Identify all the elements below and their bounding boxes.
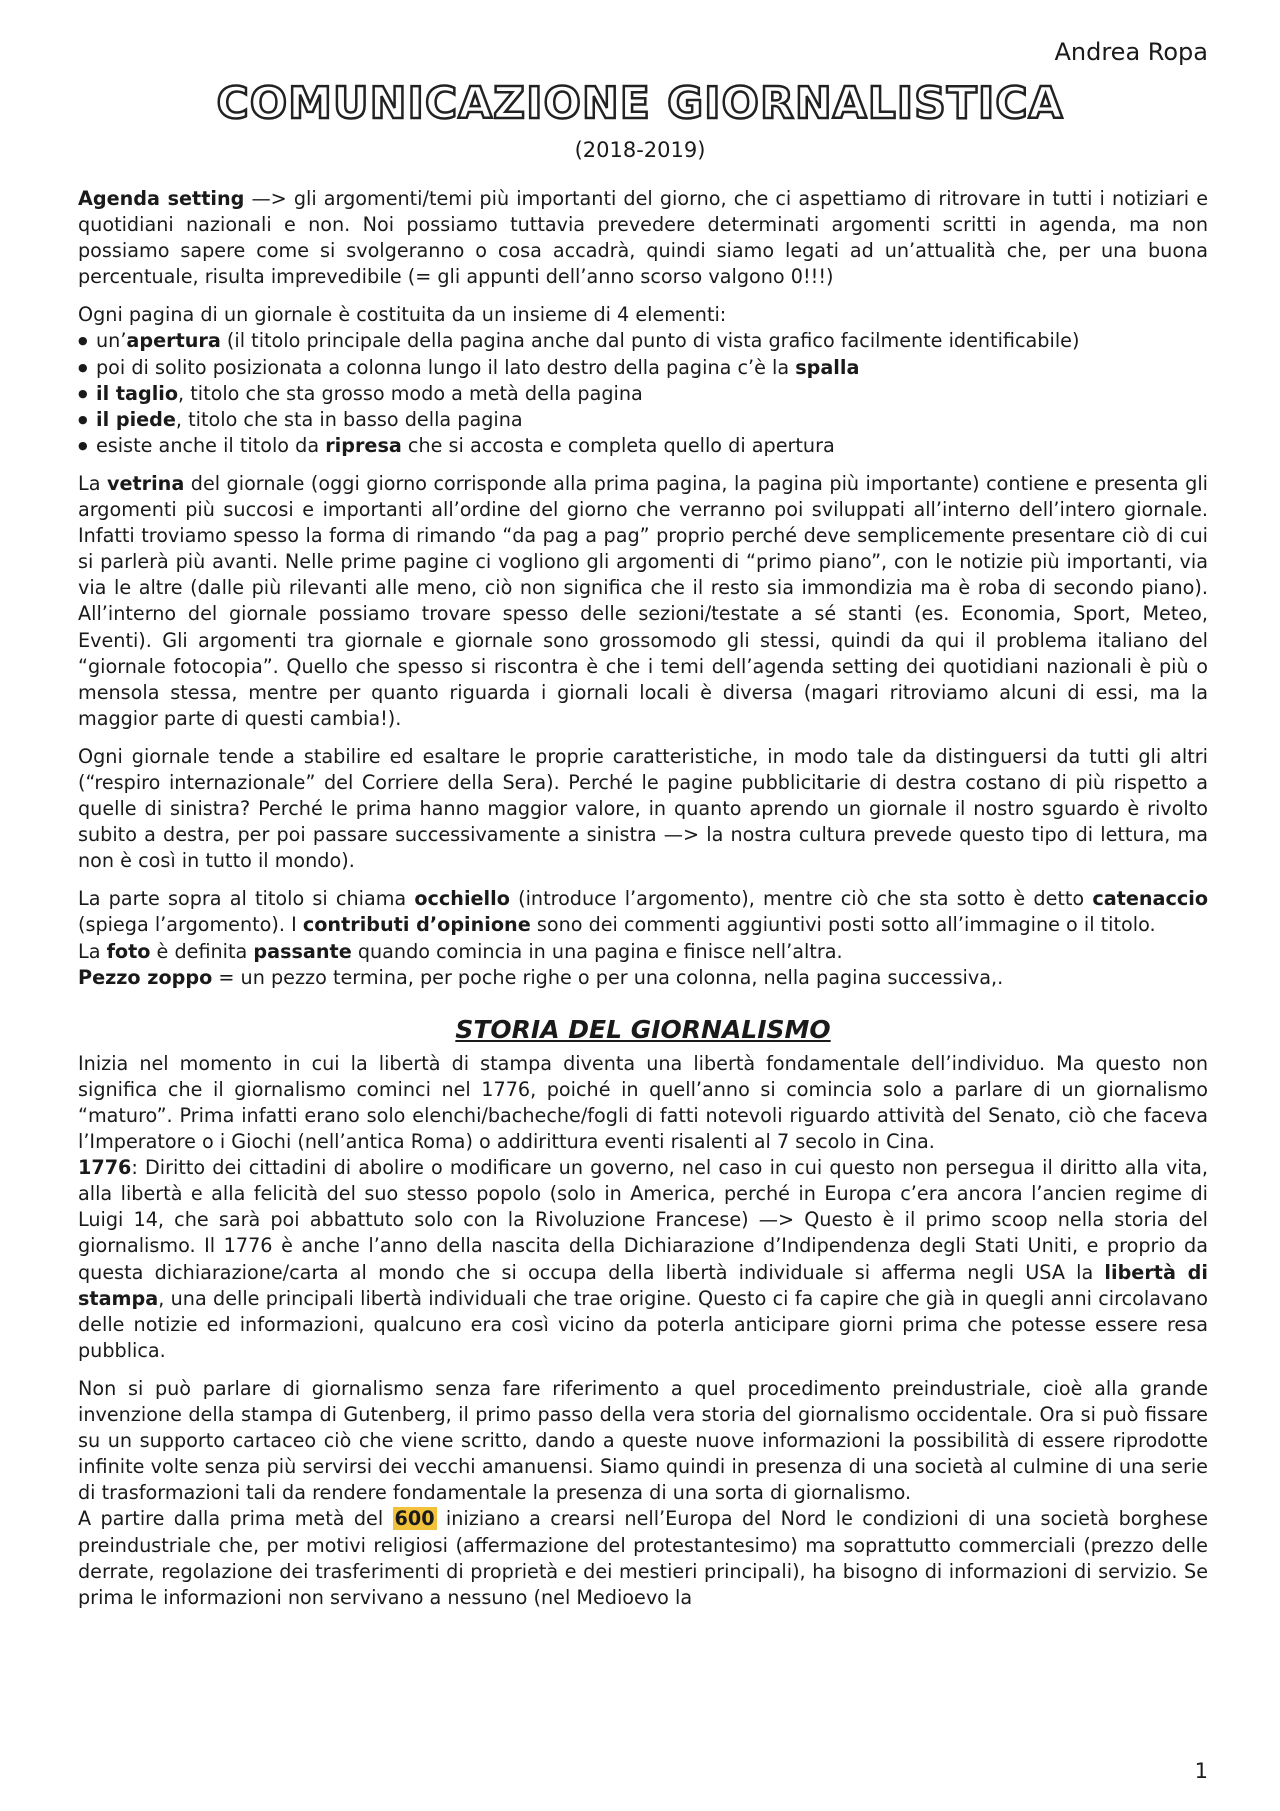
list-item: ● il taglio, titolo che sta grosso modo a metà della pagina <box>78 381 1208 407</box>
document-body <box>78 186 1208 1611</box>
agenda-setting-paragraph <box>78 186 1208 290</box>
academic-year: (2018-2019) <box>574 138 706 162</box>
elements-list <box>78 328 1208 458</box>
gutenberg-paragraph: Non si può parlare di giornalismo senza fare riferimento a quel procedimento preindustriale, cioè alla grande invenzione della stampa di Gutenberg, il primo passo della vera storia del giornalismo occidentale. Ora si può fissare su un supporto cartaceo ciò che viene scritto, dando a queste nuove informazioni la possibilità di essere riprodotte infinite volte senza più servirsi dei vecchi amanuensi. Siamo quindi in presenza di una società al culmine di una serie di trasformazioni tali da rendere fondamentale la presenza di una sorta di giornalismo. <box>78 1376 1208 1505</box>
storia-paragraph-1: Inizia nel momento in cui la libertà di stampa diventa una libertà fondamentale dell’individuo. Ma questo non significa che il giornalismo cominci nel 1776, poiché in quell’anno si comincia solo a parlare di un giornalismo “maturo”. Prima infatti erano solo elenchi/bacheche/fogli di fatti notevoli riguardo attività del Senato, ciò che faceva l’Imperatore o i Giochi (nell’antica Roma) o addirittura eventi risalenti al 7 secolo in Cina. <box>78 1051 1208 1154</box>
pezzo-zoppo-line: Pezzo zoppo = un pezzo termina, per poche righe o per una colonna, nella pagina successiva,. <box>78 965 1004 989</box>
section-heading: STORIA DEL GIORNALISMO <box>455 1014 831 1044</box>
vetrina-paragraph: La vetrina del giornale (oggi giorno corrisponde alla prima pagina, la pagina più importante) contiene e presenta gli argomenti più succosi e importanti all’ordine del giorno che verranno poi sviluppati all’interno dell’intero giornale. Infatti troviamo spesso la forma di rimando “da pag a pag” proprio perché deve semplicemente presentare ciò di cui si parlerà più avanti. Nelle prime pagine ci vogliono gli argomenti di “primo piano”, con le notizie più importanti, via via le altre (dalle più rilevanti alle meno, ciò non significa che il resto sia immondizia ma è roba di secondo piano). All’interno del giornale possiamo trovare spesso delle sezioni/testate a sé stanti (es. Economia, Sport, Meteo, Eventi). Gli argomenti tra giornale e giornale sono grossomodo gli stessi, quindi da qui il problema italiano del “giornale fotocopia”. Quello che spesso si riscontra è che i temi dell’agenda setting dei quotidiani nazionali è più o mensola stessa, mentre per quanto riguarda i giornali locali è diversa (magari ritroviamo alcuni di essi, ma la maggior parte di questi cambia!). <box>78 471 1208 730</box>
list-item: ● un’apertura (il titolo principale della pagina anche dal punto di vista grafico facilmente identificabile) <box>78 328 1208 354</box>
occhiello-paragraph: La parte sopra al titolo si chiama occhiello (introduce l’argomento), mentre ciò che sta sotto è detto catenaccio (spiega l’argomento). I contributi d’opinione sono dei commenti aggiuntivi posti sotto all’immagine o il titolo. <box>78 887 1208 937</box>
list-item: ● il piede, titolo che sta in basso della pagina <box>78 407 1208 433</box>
page-number: 1 <box>1194 1759 1208 1783</box>
caratteristiche-paragraph: Ogni giornale tende a stabilire ed esaltare le proprie caratteristiche, in modo tale da distinguersi da tutti gli altri (“respiro internazionale” del Corriere della Sera). Perché le pagine pubblicitarie di destra costano di più rispetto a quelle di sinistra? Perché le prima hanno maggior valore, in quanto aprendo un giornale il nostro sguardo è rivolto subito a destra, per poi passare successivamente a sinistra —> la nostra cultura prevede questo tipo di lettura, ma non è così in tutto il mondo). <box>78 744 1208 873</box>
foto-passante-line: La foto è definita passante quando comincia in una pagina e finisce nell’altra. <box>78 939 843 963</box>
author-name: Andrea Ropa <box>1054 38 1208 66</box>
list-item: ● esiste anche il titolo da ripresa che si accosta e completa quello di apertura <box>78 433 1208 459</box>
elements-lead: Ogni pagina di un giornale è costituita da un insieme di 4 elementi: <box>78 303 727 327</box>
storia-1776-paragraph: 1776: Diritto dei cittadini di abolire o modificare un governo, nel caso in cui questo non persegua il diritto alla vita, alla libertà e alla felicità del suo stesso popolo (solo in America, perché in Europa c’era ancora l’ancien regime di Luigi 14, che sarà poi abbattuto solo con la Rivoluzione Francese) —> Questo è il primo scoop nella storia del giornalismo. Il 1776 è anche l’anno della nascita della Dichiarazione d’Indipendenza degli Stati Uniti, e proprio da questa dichiarazione/carta al mondo che si occupa della libertà individuale si afferma negli USA la libertà di stampa, una delle principali libertà individuali che trae origine. Questo ci fa capire che già in quegli anni circolavano delle notizie ed informazioni, qualcuno era così vicino da poterla anticipare giorni prima che potesse essere resa pubblica. <box>78 1156 1208 1362</box>
paragraph-text: —> gli argomenti/temi più importanti del giorno, che ci aspettiamo di ritrovare in tutti i notiziari e quotidiani nazionali e non. Noi possiamo tuttavia prevedere determinati argomenti scritti in agenda, ma non possiamo sapere come si svolgeranno o cosa accadrà, quindi siamo legati ad un’attualità che, per una buona percentuale, risulta imprevedibile (= gli appunti dell’anno scorso valgono 0!!!) <box>78 187 1208 289</box>
term-bold: Agenda setting <box>78 187 245 210</box>
document-title: COMUNICAZIONE GIORNALISTICA <box>216 78 1064 129</box>
list-item: ● poi di solito posizionata a colonna lungo il lato destro della pagina c’è la spalla <box>78 355 1208 381</box>
highlighted-year: 600 <box>394 1507 435 1531</box>
seicento-paragraph: A partire dalla prima metà del 600 iniziano a crearsi nell’Europa del Nord le condizioni di una società borghese preindustriale che, per motivi religiosi (affermazione del protestantesimo) ma soprattutto commerciali (prezzo delle derrate, regolazione dei trasferimenti di proprietà e dei mestieri principali), ha bisogno di informazioni di servizio. Se prima le informazioni non servivano a nessuno (nel Medioevo la <box>78 1507 1208 1609</box>
